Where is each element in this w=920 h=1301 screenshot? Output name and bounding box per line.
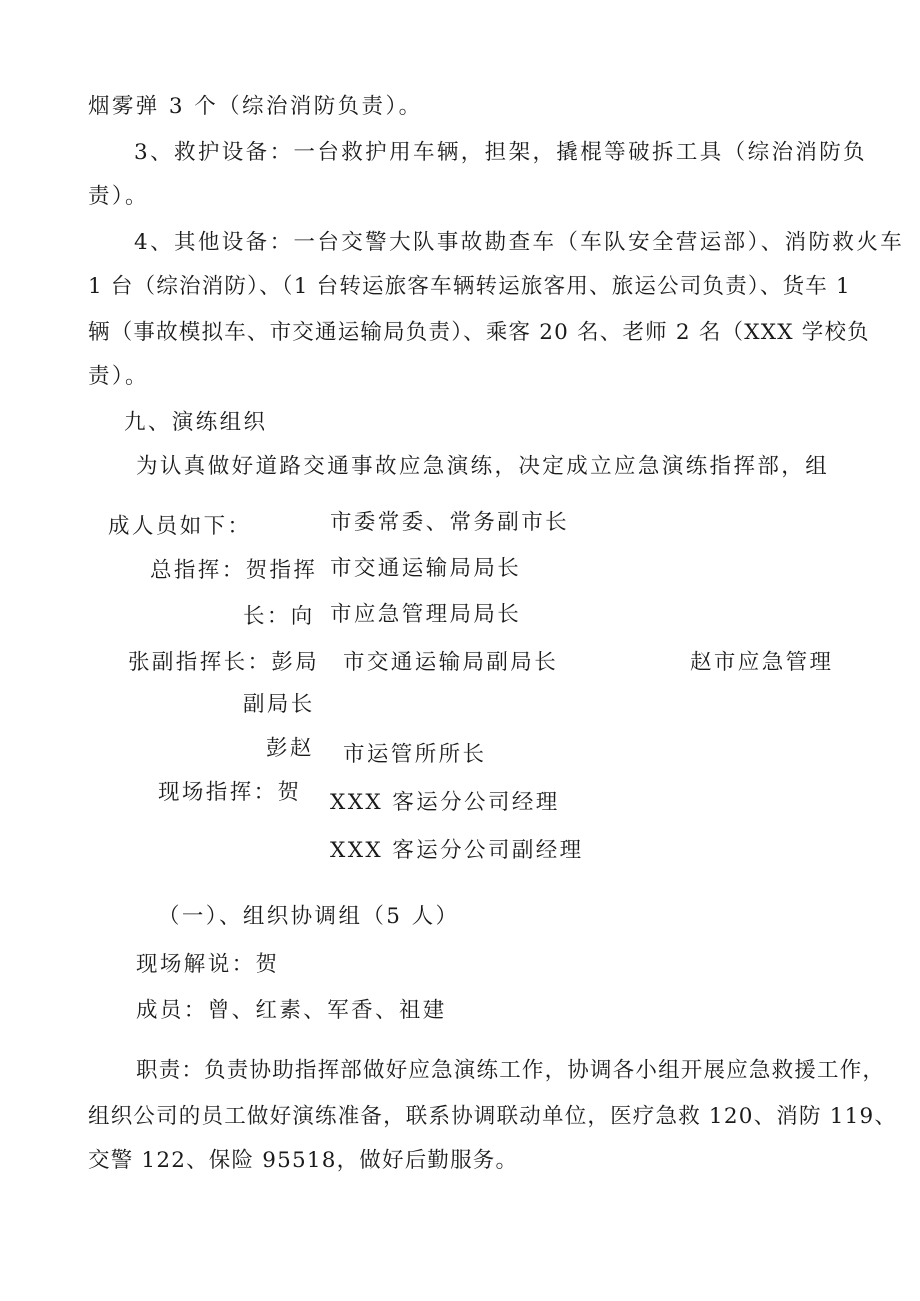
duty-line-1: 职责：负责协助指挥部做好应急演练工作，协调各小组开展应急救援工作， [136, 1058, 886, 1083]
roster-left-members-intro: 成人员如下： [108, 514, 252, 539]
text-line-other-equipment: 4、其他设备：一台交警大队事故勘查车（车队安全营运部）、消防救火车 [134, 230, 905, 255]
roster-right-title-3: 市应急管理局局长 [330, 602, 522, 627]
text-line-other-equipment-cont-2: 辆（事故模拟车、市交通运输局负责）、乘客 20 名、老师 2 名（XXX 学校负 [88, 320, 870, 345]
text-line-other-equipment-cont-1: 1 台（综治消防）、（1 台转运旅客车辆转运旅客用、旅运公司负责）、货车 1 [88, 274, 851, 299]
section-heading: 九、演练组织 [124, 410, 268, 435]
roster-left-deputy-cont: 副局长 [243, 692, 315, 717]
roster-left-commander-cont: 长：向 [243, 604, 315, 629]
roster-left-deputy-names: 彭赵 [266, 736, 314, 761]
roster-right-title-6: 市运管所所长 [343, 742, 487, 767]
roster-left-deputy: 张副指挥长：彭局 [128, 650, 320, 675]
roster-right-title-4: 市交通运输局副局长 [343, 650, 559, 675]
duty-line-3: 交警 122、保险 95518，做好后勤服务。 [88, 1148, 519, 1173]
roster-right-title-7: XXX 客运分公司经理 [330, 790, 560, 815]
members-line: 成员：曾、红素、军香、祖建 [136, 998, 447, 1023]
text-line-rescue-equipment-cont: 责）。 [88, 184, 149, 209]
intro-paragraph: 为认真做好道路交通事故应急演练，决定成立应急演练指挥部，组 [136, 454, 830, 479]
roster-right-title-8: XXX 客运分公司副经理 [330, 838, 584, 863]
roster-right-title-5: 赵市应急管理 [690, 650, 834, 675]
text-line-smoke-bombs: 烟雾弹 3 个（综治消防负责）。 [88, 94, 423, 119]
roster-right-title-2: 市交通运输局局长 [330, 556, 522, 581]
roster-right-title-1: 市委常委、常务副市长 [330, 510, 570, 535]
subsection-heading: （一）、组织协调组（5 人） [158, 904, 460, 929]
text-line-rescue-equipment: 3、救护设备：一台救护用车辆，担架，撬棍等破拆工具（综治消防负 [134, 140, 868, 165]
text-line-other-equipment-cont-3: 责）。 [88, 364, 149, 389]
duty-line-2: 组织公司的员工做好演练准备，联系协调联动单位，医疗急救 120、消防 119、 [88, 1104, 898, 1129]
narrator-line: 现场解说：贺 [136, 952, 280, 977]
roster-left-commander: 总指挥：贺指挥 [150, 558, 318, 583]
roster-left-site-commander: 现场指挥：贺 [158, 780, 302, 805]
